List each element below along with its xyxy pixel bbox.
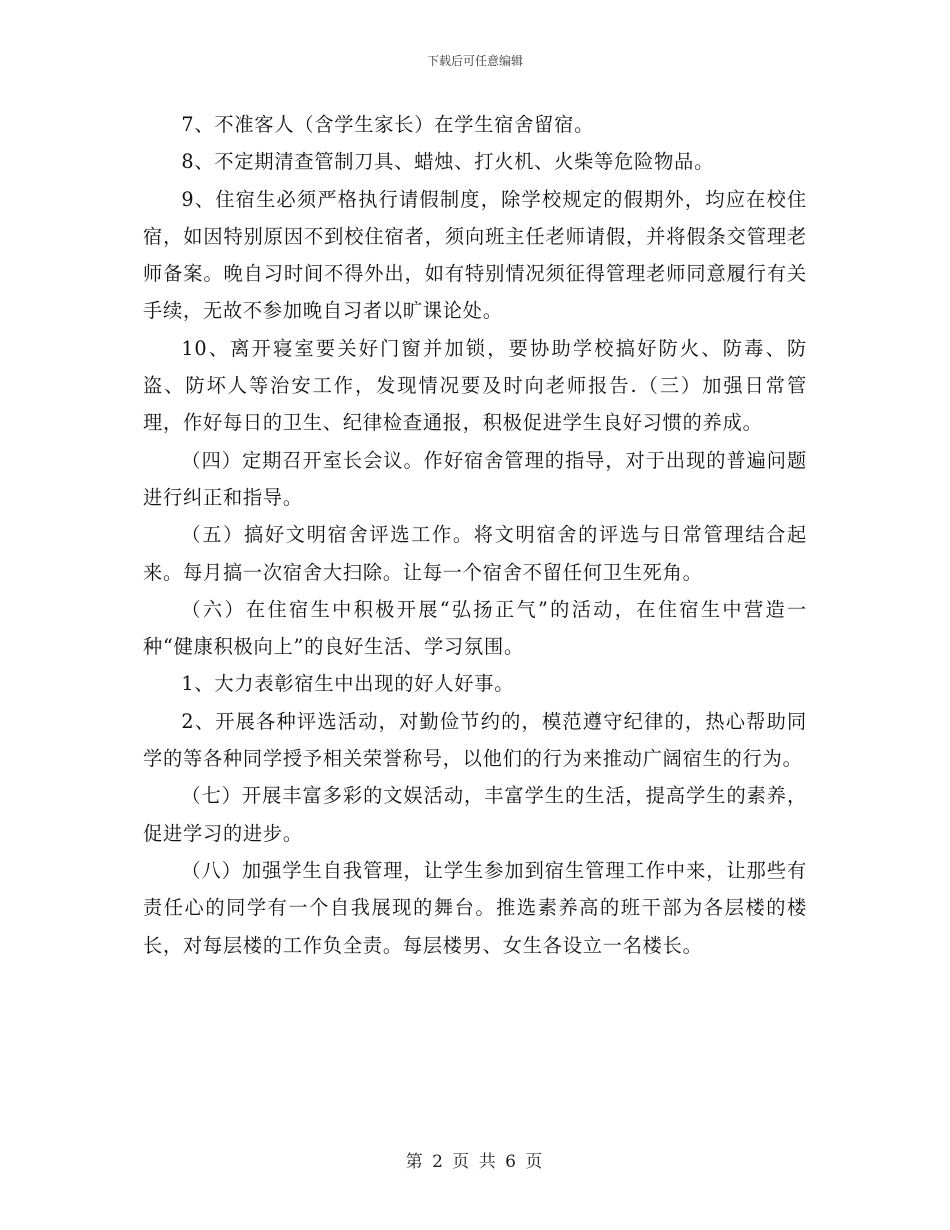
paragraph-section-4: （四）定期召开室长会议。作好宿舍管理的指导，对于出现的普遍问题进行纠正和指导。 bbox=[143, 448, 807, 509]
paragraph-section-6: （六）在住宿生中积极开展“弘扬正气”的活动，在住宿生中营造一种“健康积极向上”的良好生活、学习氛围。 bbox=[143, 597, 807, 659]
paragraph-section-5: （五）搞好文明宿舍评选工作。将文明宿舍的评选与日常管理结合起来。每月搞一次宿舍大扫除。让每一个宿舍不留任何卫生死角。 bbox=[143, 523, 807, 584]
paragraph-section-7: （七）开展丰富多彩的文娱活动，丰富学生的生活，提高学生的素养，促进学习的进步。 bbox=[143, 784, 807, 845]
page-header: 下载后可任意编辑 bbox=[426, 54, 523, 68]
paragraph-section-8: （八）加强学生自我管理，让学生参加到宿生管理工作中来，让那些有责任心的同学有一个自我展现的舞台。推选素养高的班干部为各层楼的楼长，对每层楼的工作负全责。每层楼男、女生各设立一名楼长。 bbox=[143, 858, 807, 957]
page-footer: 第 2 页 共 6 页 bbox=[405, 1152, 545, 1172]
paragraph-6-item-1: 1、大力表彰宿生中出现的好人好事。 bbox=[181, 672, 515, 696]
paragraph-10: 10、离开寝室要关好门窗并加锁，要协助学校搞好防火、防毒、防盗、防坏人等治安工作，发现情况要及时向老师报告.（三）加强日常管理，作好每日的卫生、纪律检查通报，积极促进学生良好习惯的养成。 bbox=[143, 336, 807, 435]
paragraph-7: 7、不准客人（含学生家长）在学生宿舍留宿。 bbox=[181, 113, 595, 136]
paragraph-8: 8、不定期清查管制刀具、蜡烛、打火机、火柴等危险物品。 bbox=[181, 150, 715, 174]
paragraph-6-item-2: 2、开展各种评选活动，对勤俭节约的，模范遵守纪律的，热心帮助同学的等各种同学授予相关荣誉称号，以他们的行为来推动广阔宿生的行为。 bbox=[143, 709, 807, 771]
paragraph-9: 9、住宿生必须严格执行请假制度，除学校规定的假期外，均应在校住宿，如因特别原因不到校住宿者，须向班主任老师请假，并将假条交管理老师备案。晚自习时间不得外出，如有特别情况须征得管理老师同意履行有关手续，无故不参加晚自习者以旷课论处。 bbox=[143, 187, 807, 323]
document-body bbox=[143, 106, 807, 964]
